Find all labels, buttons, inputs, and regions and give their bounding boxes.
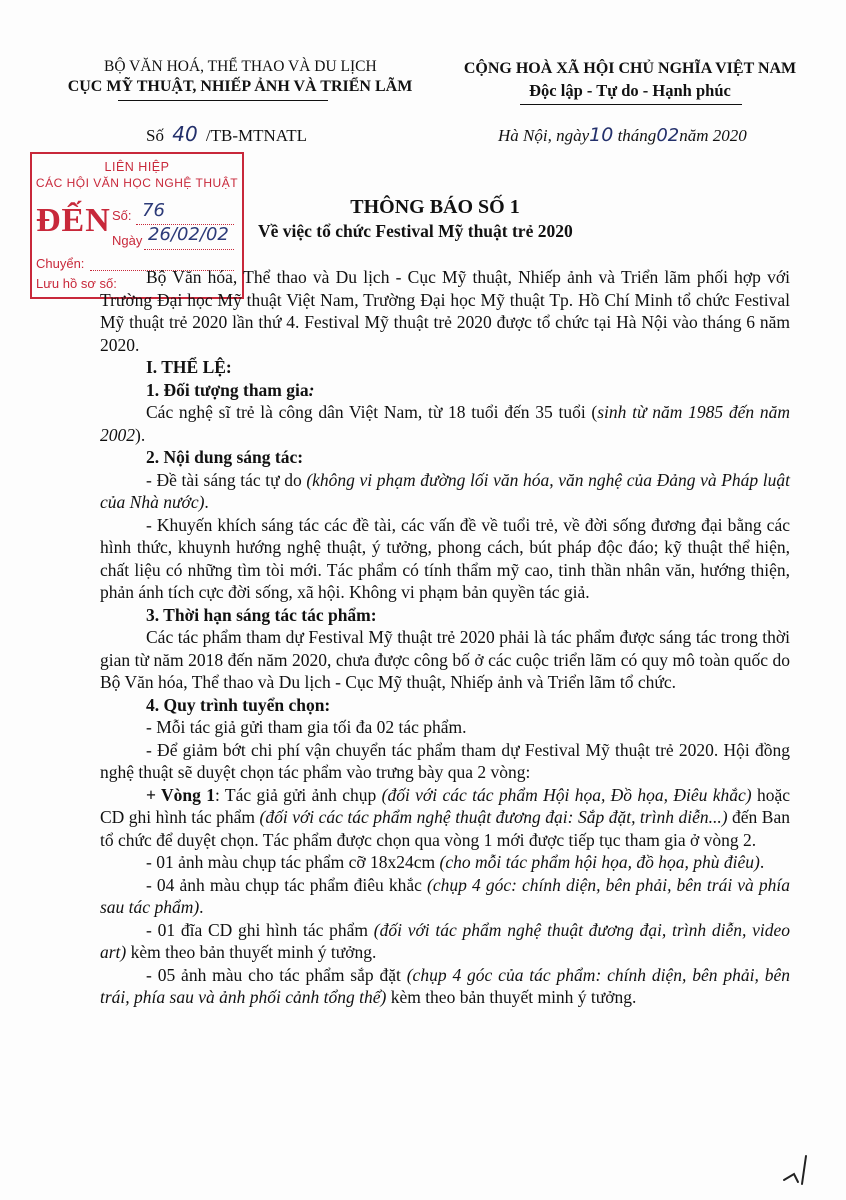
participants-text-a: Các nghệ sĩ trẻ là công dân Việt Nam, từ 18 tuổi đến 35 tuổi ( (146, 402, 598, 422)
cd-text-a: - 01 đĩa CD ghi hình tác phẩm (146, 919, 374, 940)
photo-text-a: - 01 ảnh màu chụp tác phẩm cỡ 18x24cm (146, 852, 440, 872)
cd-text-b: (đối với tác phẩm nghệ thuật đương đại, trình diễn, video art) (100, 919, 790, 962)
installation-paragraph (100, 964, 790, 1009)
notice-subtitle: Về việc tổ chức Festival Mỹ thuật trẻ 2020 (258, 221, 573, 241)
motto-underline (520, 104, 742, 105)
round1-text-d: hoặc CD ghi hình tác phẩm (100, 784, 790, 827)
installation-text-a: - 05 ảnh màu cho tác phẩm sắp đặt (146, 964, 407, 985)
heading-participants (100, 379, 790, 402)
round1-label: + Vòng 1 (146, 784, 215, 805)
stamp-so-value: 76 (142, 200, 165, 221)
document-number (146, 122, 307, 146)
stamp-ngay-label: Ngày (112, 233, 143, 248)
sculpture-text-a: - 04 ảnh màu chụp tác phẩm điêu khắc (146, 874, 428, 895)
stamp-chuyen-label: Chuyển: (36, 256, 85, 271)
participants-text-b: sinh từ năm 1985 đến năm 2002 (100, 402, 790, 445)
heading-participants-colon: : (308, 379, 315, 400)
date-day: 10 (589, 124, 614, 146)
heading-content: 2. Nội dung sáng tác: (146, 447, 304, 467)
stamp-den-label: ĐẾN (36, 202, 111, 239)
month-label: tháng (617, 126, 657, 145)
number-prefix: Số (146, 126, 164, 145)
round1-paragraph (100, 784, 790, 852)
topic-paragraph (100, 469, 790, 514)
department-name: CỤC MỸ THUẬT, NHIẾP ẢNH VÀ TRIỂN LÃM (67, 78, 413, 95)
sculpture-text-c: . (199, 897, 204, 917)
number-suffix: /TB-MTNATL (205, 126, 307, 145)
ministry-name: BỘ VĂN HOÁ, THỂ THAO VÀ DU LỊCH (104, 58, 377, 75)
heading-participants-text: 1. Đối tượng tham gia (146, 379, 309, 400)
topic-text-b: (không vi phạm đường lối văn hóa, văn nghệ của Đảng và Pháp luật của Nhà nước) (100, 469, 791, 512)
heading-deadline: 3. Thời hạn sáng tác tác phẩm: (146, 604, 377, 625)
sculpture-text-b: (chụp 4 góc: chính diện, bên phải, bên trái và phía sau tác phẩm) (100, 874, 791, 917)
photo-text-b: (cho mỗi tác phẩm hội họa, đồ họa, phù điêu) (439, 852, 760, 872)
notice-title: THÔNG BÁO SỐ 1 (350, 196, 520, 218)
stamp-ngay-value: 26/02/02 (148, 224, 229, 245)
photo-text-c: . (759, 852, 765, 872)
section-rules-heading: I. THỂ LỆ: (146, 357, 232, 377)
max-works-paragraph: - Mỗi tác giả gửi tham gia tối đa 02 tác phẩm. (146, 717, 467, 737)
stamp-luu-label: Lưu hồ sơ số: (36, 276, 117, 291)
year-label: năm 2020 (679, 126, 747, 145)
republic-name: CỘNG HOÀ XÃ HỘI CHỦ NGHĨA VIỆT NAM (463, 60, 797, 77)
notice-body (100, 266, 790, 1009)
heading-selection: 4. Quy trình tuyển chọn: (146, 694, 331, 715)
stamp-org-line2: CÁC HỘI VĂN HỌC NGHỆ THUẬT (35, 176, 239, 190)
cd-text-c: kèm theo bản thuyết minh ý tưởng. (126, 942, 377, 962)
sculpture-paragraph (100, 874, 790, 919)
deadline-paragraph: Các tác phẩm tham dự Festival Mỹ thuật trẻ 2020 phải là tác phẩm được sáng tác trong thời gian từ năm 2018 đến năm 2020, chưa được công bố ở các cuộc triển lãm có quy mô toàn quốc do Bộ Văn hóa, Thể thao và Du lịch - Cục Mỹ thuật, Nhiếp ảnh và Triển lãm tổ chức. (100, 627, 790, 692)
stamp-ngay-dots (144, 249, 234, 250)
intro-paragraph: Bộ Văn hóa, Thể thao và Du lịch - Cục Mỹ thuật, Nhiếp ảnh và Triển lãm phối hợp với Trường Đại học Mỹ thuật Việt Nam, Trường Đại học Mỹ thuật Tp. Hồ Chí Minh tổ chức Festival Mỹ thuật trẻ 2020 lần thứ 4. Festival Mỹ thuật trẻ 2020 được tổ chức tại Hà Nội vào tháng 6 năm 2020. (100, 267, 790, 355)
national-motto: Độc lập - Tự do - Hạnh phúc (529, 81, 731, 100)
topic-text-a: - Đề tài sáng tác tự do (146, 469, 307, 490)
encourage-paragraph: - Khuyến khích sáng tác các đề tài, các vấn đề về tuổi trẻ, về đời sống đương đại bằng các hình thức, khuynh hướng nghệ thuật, ý tưởng, phong cách, bút pháp độc đáo; kỹ thuật thể hiện, chất liệu có những tìm tòi mới. Tác phẩm có tính thẩm mỹ cao, tinh thần nhân văn, hướng thiện, phản ánh tích cực đời sống, xã hội. Không vi phạm bản quyền tác giả. (100, 514, 790, 602)
topic-text-c: . (204, 492, 209, 512)
date-month: 02 (656, 125, 680, 146)
date-line (498, 124, 747, 146)
participants-text-c: ). (135, 424, 146, 445)
round1-text-c: (đối với các tác phẩm Hội họa, Đồ họa, Điêu khắc) (381, 784, 752, 805)
installation-text-b: (chụp 4 góc của tác phẩm: chính diện, bên phải, bên trái, phía sau và ảnh phối cảnh tổng thể) (100, 964, 790, 1007)
number-value: 40 (172, 122, 198, 146)
installation-text-c: kèm theo bản thuyết minh ý tưởng. (386, 987, 637, 1007)
round1-text-f: đến Ban tổ chức để duyệt chọn. Tác phẩm được chọn qua vòng 1 mới được tiếp tục tham gia ở vòng 2. (100, 807, 790, 850)
participants-paragraph (100, 401, 790, 446)
rounds-paragraph: - Để giảm bớt chi phí vận chuyển tác phẩm tham dự Festival Mỹ thuật trẻ 2020. Hội đồng nghệ thuật sẽ duyệt chọn tác phẩm vào trưng bày qua 2 vòng: (100, 739, 790, 782)
department-underline (118, 100, 328, 101)
stamp-so-label: Số: (112, 208, 132, 223)
photo-paragraph (100, 851, 790, 874)
round1-text-b: : Tác giả gửi ảnh chụp (214, 784, 382, 805)
place-prefix: Hà Nội, ngày (498, 126, 590, 145)
cd-paragraph (100, 919, 790, 964)
round1-text-e: (đối với các tác phẩm nghệ thuật đương đại: Sắp đặt, trình diễn...) (259, 807, 728, 827)
stamp-org-line1: LIÊN HIỆP (104, 160, 170, 174)
signature-mark (780, 1150, 820, 1190)
